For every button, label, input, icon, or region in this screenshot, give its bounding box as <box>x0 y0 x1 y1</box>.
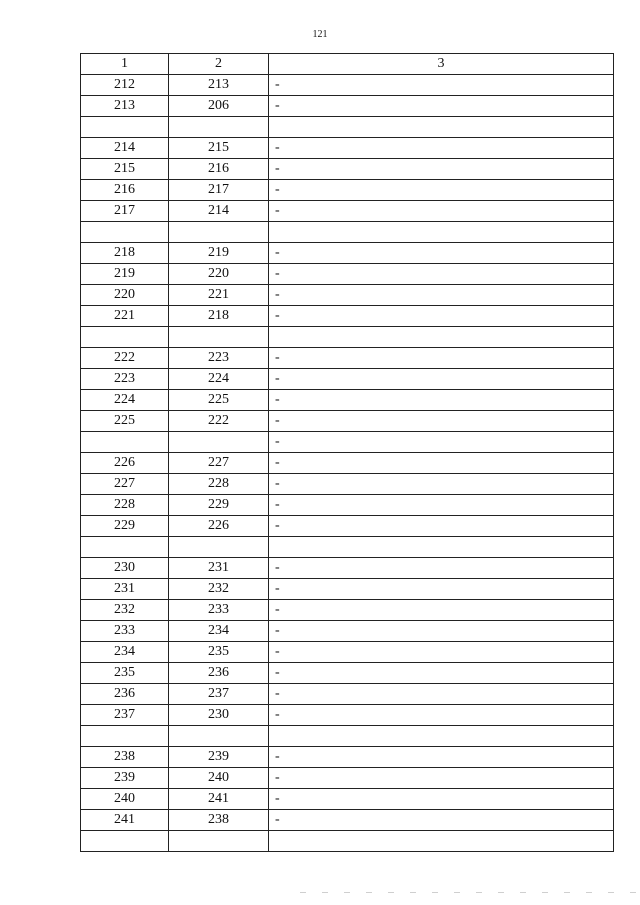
table-cell-col-3: - <box>269 390 614 411</box>
table-row <box>81 768 614 789</box>
table-cell-col-1: 223 <box>81 369 169 390</box>
table-cell-col-1 <box>81 117 169 138</box>
table-row <box>81 285 614 306</box>
table-cell-col-1: 240 <box>81 789 169 810</box>
table-row <box>81 810 614 831</box>
table-cell-col-2: 230 <box>169 705 269 726</box>
table-row <box>81 243 614 264</box>
table-cell-col-2: 222 <box>169 411 269 432</box>
table-cell-col-2: 238 <box>169 810 269 831</box>
table-cell-col-2: 224 <box>169 369 269 390</box>
table-cell-col-3 <box>269 327 614 348</box>
table-cell-col-3: - <box>269 306 614 327</box>
table-cell-col-2 <box>169 432 269 453</box>
table-cell-col-2: 213 <box>169 75 269 96</box>
table-row <box>81 180 614 201</box>
table-row <box>81 747 614 768</box>
table-row <box>81 96 614 117</box>
table-cell-col-3 <box>269 726 614 747</box>
table-cell-col-3: - <box>269 768 614 789</box>
page-number: 121 <box>312 29 328 40</box>
table-row <box>81 831 614 852</box>
table-row <box>81 453 614 474</box>
table-cell-col-2: 218 <box>169 306 269 327</box>
table-row <box>81 201 614 222</box>
table-cell-col-1: 219 <box>81 264 169 285</box>
column-header-2: 2 <box>169 54 269 75</box>
table-row <box>81 600 614 621</box>
table-cell-col-1: 234 <box>81 642 169 663</box>
table-row <box>81 390 614 411</box>
table-row <box>81 348 614 369</box>
table-cell-col-3: - <box>269 348 614 369</box>
table-cell-col-2: 223 <box>169 348 269 369</box>
table-cell-col-1: 213 <box>81 96 169 117</box>
table-cell-col-2: 234 <box>169 621 269 642</box>
table-body <box>81 75 614 852</box>
table-row <box>81 432 614 453</box>
table-cell-col-1: 238 <box>81 747 169 768</box>
table-cell-col-1: 231 <box>81 579 169 600</box>
table-cell-col-1 <box>81 222 169 243</box>
table-cell-col-1: 216 <box>81 180 169 201</box>
table-cell-col-3: - <box>269 96 614 117</box>
table-cell-col-2 <box>169 327 269 348</box>
table-cell-col-2: 221 <box>169 285 269 306</box>
table-cell-col-2: 239 <box>169 747 269 768</box>
table-cell-col-3: - <box>269 453 614 474</box>
table-cell-col-2: 236 <box>169 663 269 684</box>
table-cell-col-3: - <box>269 474 614 495</box>
table-cell-col-1: 221 <box>81 306 169 327</box>
table-cell-col-2: 220 <box>169 264 269 285</box>
table-cell-col-1: 228 <box>81 495 169 516</box>
table-cell-col-3: - <box>269 600 614 621</box>
column-header-1: 1 <box>81 54 169 75</box>
table-cell-col-1: 222 <box>81 348 169 369</box>
table-cell-col-2 <box>169 831 269 852</box>
table-cell-col-2: 240 <box>169 768 269 789</box>
table-cell-col-1: 217 <box>81 201 169 222</box>
table-cell-col-3: - <box>269 138 614 159</box>
table-cell-col-2: 216 <box>169 159 269 180</box>
table-cell-col-3: - <box>269 285 614 306</box>
table-cell-col-1: 226 <box>81 453 169 474</box>
table-cell-col-3: - <box>269 75 614 96</box>
table-cell-col-2: 233 <box>169 600 269 621</box>
table-cell-col-1: 241 <box>81 810 169 831</box>
table-cell-col-2 <box>169 726 269 747</box>
table-cell-col-1: 225 <box>81 411 169 432</box>
table-cell-col-3: - <box>269 159 614 180</box>
table-cell-col-1 <box>81 432 169 453</box>
table-row <box>81 789 614 810</box>
table-row <box>81 138 614 159</box>
table-cell-col-3 <box>269 537 614 558</box>
table-row <box>81 474 614 495</box>
table-row <box>81 75 614 96</box>
table-cell-col-2: 229 <box>169 495 269 516</box>
table-cell-col-3: - <box>269 264 614 285</box>
table-cell-col-1: 232 <box>81 600 169 621</box>
table-row <box>81 558 614 579</box>
table-row <box>81 369 614 390</box>
table-cell-col-3: - <box>269 558 614 579</box>
table-cell-col-3: - <box>269 516 614 537</box>
table-cell-col-1: 224 <box>81 390 169 411</box>
table-cell-col-1 <box>81 537 169 558</box>
table-row <box>81 117 614 138</box>
table-cell-col-2 <box>169 117 269 138</box>
table-cell-col-2: 225 <box>169 390 269 411</box>
table-cell-col-3: - <box>269 621 614 642</box>
table-cell-col-2: 219 <box>169 243 269 264</box>
table-cell-col-1: 239 <box>81 768 169 789</box>
table-cell-col-1 <box>81 726 169 747</box>
table-cell-col-2 <box>169 222 269 243</box>
table-cell-col-3: - <box>269 810 614 831</box>
table-cell-col-3: - <box>269 684 614 705</box>
table-cell-col-3 <box>269 831 614 852</box>
table-cell-col-3: - <box>269 180 614 201</box>
table-cell-col-1: 227 <box>81 474 169 495</box>
table-cell-col-2 <box>169 537 269 558</box>
table-row <box>81 411 614 432</box>
table-cell-col-2: 235 <box>169 642 269 663</box>
table-cell-col-2: 206 <box>169 96 269 117</box>
table-row <box>81 705 614 726</box>
table-row <box>81 621 614 642</box>
table-cell-col-1: 237 <box>81 705 169 726</box>
table-cell-col-3: - <box>269 705 614 726</box>
table-row <box>81 516 614 537</box>
table-row <box>81 537 614 558</box>
table-cell-col-3: - <box>269 432 614 453</box>
table-cell-col-3 <box>269 117 614 138</box>
table-cell-col-1: 235 <box>81 663 169 684</box>
table-cell-col-3: - <box>269 663 614 684</box>
table-cell-col-1: 218 <box>81 243 169 264</box>
table-row <box>81 663 614 684</box>
data-table <box>80 53 614 852</box>
table-cell-col-1: 215 <box>81 159 169 180</box>
table-cell-col-1: 229 <box>81 516 169 537</box>
table-cell-col-3: - <box>269 411 614 432</box>
table-header-row <box>81 54 614 75</box>
table-row <box>81 579 614 600</box>
table-row <box>81 642 614 663</box>
table-cell-col-1: 212 <box>81 75 169 96</box>
table-row <box>81 159 614 180</box>
bottom-scan-trace <box>300 892 640 893</box>
table-cell-col-2: 228 <box>169 474 269 495</box>
table-cell-col-1: 214 <box>81 138 169 159</box>
table-cell-col-1: 233 <box>81 621 169 642</box>
table-cell-col-2: 226 <box>169 516 269 537</box>
table-cell-col-3: - <box>269 579 614 600</box>
table-row <box>81 726 614 747</box>
table-cell-col-2: 215 <box>169 138 269 159</box>
table-cell-col-2: 227 <box>169 453 269 474</box>
table-cell-col-3: - <box>269 201 614 222</box>
table-cell-col-3 <box>269 222 614 243</box>
table-cell-col-1: 236 <box>81 684 169 705</box>
table-cell-col-2: 241 <box>169 789 269 810</box>
table-cell-col-2: 232 <box>169 579 269 600</box>
table-row <box>81 222 614 243</box>
table-cell-col-2: 231 <box>169 558 269 579</box>
table-cell-col-3: - <box>269 747 614 768</box>
table-row <box>81 495 614 516</box>
table-row <box>81 327 614 348</box>
column-header-3: 3 <box>269 54 614 75</box>
table-cell-col-1 <box>81 327 169 348</box>
table-row <box>81 306 614 327</box>
table-cell-col-1 <box>81 831 169 852</box>
table-cell-col-1: 220 <box>81 285 169 306</box>
table-cell-col-2: 237 <box>169 684 269 705</box>
table-cell-col-2: 217 <box>169 180 269 201</box>
table-cell-col-3: - <box>269 243 614 264</box>
table-cell-col-3: - <box>269 369 614 390</box>
table-row <box>81 264 614 285</box>
table-cell-col-3: - <box>269 642 614 663</box>
table-cell-col-1: 230 <box>81 558 169 579</box>
table-cell-col-3: - <box>269 495 614 516</box>
table-cell-col-3: - <box>269 789 614 810</box>
table-cell-col-2: 214 <box>169 201 269 222</box>
table-row <box>81 684 614 705</box>
